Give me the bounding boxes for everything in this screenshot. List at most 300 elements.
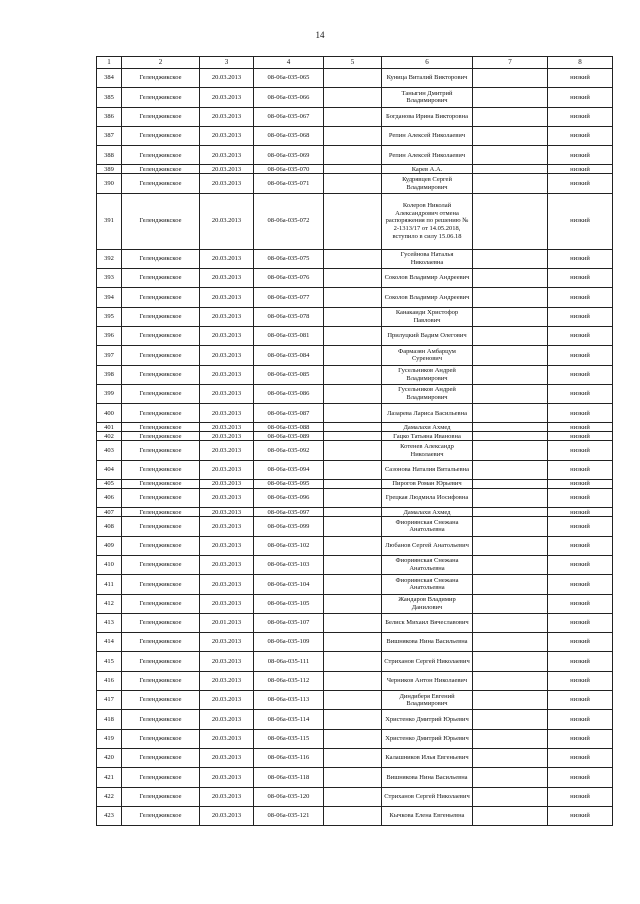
row-number-cell: 399 (97, 384, 122, 403)
table-row (97, 404, 613, 423)
row-number-cell: 409 (97, 536, 122, 555)
locality-cell: Геленджикское (122, 652, 200, 671)
row-number-cell: 412 (97, 594, 122, 613)
status-cell: низкий (548, 432, 613, 441)
status-cell: низкий (548, 365, 613, 384)
owner-cell: Вишнякова Нина Васильевна (382, 633, 473, 652)
empty-cell (324, 460, 382, 479)
row-number-cell: 395 (97, 307, 122, 326)
status-cell: низкий (548, 575, 613, 594)
empty-cell (473, 288, 548, 307)
empty-cell (324, 165, 382, 174)
status-cell: низкий (548, 107, 613, 126)
column-header: 6 (382, 57, 473, 69)
status-cell: низкий (548, 768, 613, 787)
empty-cell (473, 193, 548, 249)
registry-code-cell: 08-06а-035-072 (254, 193, 324, 249)
date-cell: 20.03.2013 (200, 633, 254, 652)
empty-cell (473, 806, 548, 825)
empty-cell (473, 489, 548, 508)
locality-cell: Геленджикское (122, 536, 200, 555)
registry-code-cell: 08-06а-035-067 (254, 107, 324, 126)
status-cell: низкий (548, 536, 613, 555)
registry-code-cell: 08-06а-035-081 (254, 326, 324, 345)
status-cell: низкий (548, 423, 613, 432)
empty-cell (473, 508, 548, 517)
locality-cell: Геленджикское (122, 432, 200, 441)
empty-cell (473, 594, 548, 613)
empty-cell (324, 748, 382, 767)
empty-cell (324, 107, 382, 126)
empty-cell (324, 288, 382, 307)
empty-cell (473, 307, 548, 326)
date-cell: 20.03.2013 (200, 404, 254, 423)
empty-cell (473, 346, 548, 365)
empty-cell (324, 652, 382, 671)
row-number-cell: 402 (97, 432, 122, 441)
locality-cell: Геленджикское (122, 517, 200, 536)
owner-cell: Прилуцкий Вадим Олегович (382, 326, 473, 345)
owner-cell: Соколов Владимир Андреевич (382, 288, 473, 307)
table-row (97, 594, 613, 613)
owner-cell: Кудрявцев Сергей Владимирович (382, 174, 473, 193)
table-row (97, 633, 613, 652)
owner-cell: Пирогов Роман Юрьевич (382, 480, 473, 489)
empty-cell (473, 652, 548, 671)
row-number-cell: 417 (97, 691, 122, 710)
table-row (97, 787, 613, 806)
registry-code-cell: 08-06а-035-089 (254, 432, 324, 441)
date-cell: 20.03.2013 (200, 174, 254, 193)
locality-cell: Геленджикское (122, 671, 200, 690)
table-row (97, 432, 613, 441)
locality-cell: Геленджикское (122, 404, 200, 423)
column-header: 7 (473, 57, 548, 69)
owner-cell: Гацко Татьяна Ивановна (382, 432, 473, 441)
owner-cell: Христенко Дмитрий Юрьевич (382, 710, 473, 729)
status-cell: низкий (548, 174, 613, 193)
empty-cell (473, 768, 548, 787)
date-cell: 20.03.2013 (200, 508, 254, 517)
empty-cell (324, 423, 382, 432)
locality-cell: Геленджикское (122, 768, 200, 787)
registry-code-cell: 08-06а-035-096 (254, 489, 324, 508)
registry-code-cell: 08-06а-035-105 (254, 594, 324, 613)
empty-cell (473, 174, 548, 193)
status-cell: низкий (548, 384, 613, 403)
locality-cell: Геленджикское (122, 249, 200, 268)
table-row (97, 126, 613, 145)
locality-cell: Геленджикское (122, 146, 200, 165)
date-cell: 20.03.2013 (200, 423, 254, 432)
table-row (97, 365, 613, 384)
table-row (97, 652, 613, 671)
date-cell: 20.03.2013 (200, 710, 254, 729)
locality-cell: Геленджикское (122, 633, 200, 652)
owner-cell: Кычкова Елена Евгеньевна (382, 806, 473, 825)
empty-cell (324, 441, 382, 460)
table-row (97, 107, 613, 126)
empty-cell (324, 729, 382, 748)
locality-cell: Геленджикское (122, 269, 200, 288)
locality-cell: Геленджикское (122, 480, 200, 489)
registry-code-cell: 08-06а-035-114 (254, 710, 324, 729)
empty-cell (473, 126, 548, 145)
empty-cell (324, 88, 382, 107)
empty-cell (473, 613, 548, 632)
owner-cell: Таныгин Дмитрий Владимирович (382, 88, 473, 107)
empty-cell (324, 806, 382, 825)
status-cell: низкий (548, 787, 613, 806)
owner-cell: Жандаров Владимир Данилович (382, 594, 473, 613)
owner-cell: Стриханов Сергей Николаевич (382, 652, 473, 671)
status-cell: низкий (548, 126, 613, 145)
empty-cell (473, 69, 548, 88)
locality-cell: Геленджикское (122, 69, 200, 88)
date-cell: 20.03.2013 (200, 249, 254, 268)
locality-cell: Геленджикское (122, 423, 200, 432)
empty-cell (324, 508, 382, 517)
row-number-cell: 400 (97, 404, 122, 423)
row-number-cell: 414 (97, 633, 122, 652)
table-row (97, 69, 613, 88)
registry-code-cell: 08-06а-035-107 (254, 613, 324, 632)
status-cell: низкий (548, 269, 613, 288)
row-number-cell: 419 (97, 729, 122, 748)
row-number-cell: 387 (97, 126, 122, 145)
row-number-cell: 413 (97, 613, 122, 632)
date-cell: 20.03.2013 (200, 460, 254, 479)
status-cell: низкий (548, 729, 613, 748)
registry-code-cell: 08-06а-035-111 (254, 652, 324, 671)
date-cell: 20.03.2013 (200, 671, 254, 690)
status-cell: низкий (548, 288, 613, 307)
empty-cell (473, 729, 548, 748)
locality-cell: Геленджикское (122, 748, 200, 767)
empty-cell (324, 346, 382, 365)
empty-cell (324, 193, 382, 249)
date-cell: 20.03.2013 (200, 288, 254, 307)
status-cell: низкий (548, 613, 613, 632)
registry-code-cell: 08-06а-035-092 (254, 441, 324, 460)
owner-cell: Репин Алексей Николаевич (382, 126, 473, 145)
registry-code-cell: 08-06а-035-104 (254, 575, 324, 594)
locality-cell: Геленджикское (122, 384, 200, 403)
table-row (97, 269, 613, 288)
status-cell: низкий (548, 441, 613, 460)
empty-cell (473, 787, 548, 806)
registry-code-cell: 08-06а-035-102 (254, 536, 324, 555)
owner-cell: Фиориянская Снежана Анатольевна (382, 555, 473, 574)
status-cell: низкий (548, 480, 613, 489)
date-cell: 20.03.2013 (200, 126, 254, 145)
status-cell: низкий (548, 307, 613, 326)
owner-cell: Фармазян Амбарцум Суренович (382, 346, 473, 365)
empty-cell (473, 88, 548, 107)
registry-code-cell: 08-06а-035-095 (254, 480, 324, 489)
date-cell: 20.03.2013 (200, 691, 254, 710)
owner-cell: Богданова Ирина Викторовна (382, 107, 473, 126)
row-number-cell: 408 (97, 517, 122, 536)
empty-cell (473, 326, 548, 345)
row-number-cell: 386 (97, 107, 122, 126)
table-row (97, 489, 613, 508)
row-number-cell: 407 (97, 508, 122, 517)
registry-code-cell: 08-06а-035-065 (254, 69, 324, 88)
row-number-cell: 388 (97, 146, 122, 165)
empty-cell (324, 249, 382, 268)
date-cell: 20.03.2013 (200, 346, 254, 365)
empty-cell (473, 365, 548, 384)
empty-cell (473, 441, 548, 460)
date-cell: 20.03.2013 (200, 165, 254, 174)
empty-cell (473, 146, 548, 165)
empty-cell (473, 432, 548, 441)
owner-cell: Христенко Дмитрий Юрьевич (382, 729, 473, 748)
locality-cell: Геленджикское (122, 126, 200, 145)
status-cell: низкий (548, 249, 613, 268)
registry-code-cell: 08-06а-035-070 (254, 165, 324, 174)
empty-cell (473, 536, 548, 555)
status-cell: низкий (548, 671, 613, 690)
owner-cell: Белиск Михаил Вячеславович (382, 613, 473, 632)
owner-cell: Лазарева Лариса Васильевна (382, 404, 473, 423)
locality-cell: Геленджикское (122, 710, 200, 729)
empty-cell (324, 384, 382, 403)
locality-cell: Геленджикское (122, 288, 200, 307)
date-cell: 20.03.2013 (200, 787, 254, 806)
owner-cell: Котенев Александр Николаевич (382, 441, 473, 460)
owner-cell: Фиориянская Снежана Анатольевна (382, 517, 473, 536)
status-cell: низкий (548, 193, 613, 249)
registry-code-cell: 08-06а-035-088 (254, 423, 324, 432)
status-cell: низкий (548, 594, 613, 613)
table-row (97, 423, 613, 432)
table-row (97, 536, 613, 555)
empty-cell (324, 671, 382, 690)
registry-code-cell: 08-06а-035-094 (254, 460, 324, 479)
table-row (97, 748, 613, 767)
registry-code-cell: 08-06а-035-115 (254, 729, 324, 748)
row-number-cell: 416 (97, 671, 122, 690)
status-cell: низкий (548, 517, 613, 536)
owner-cell: Соколов Владимир Андреевич (382, 269, 473, 288)
header-row (97, 57, 613, 69)
date-cell: 20.03.2013 (200, 365, 254, 384)
status-cell: низкий (548, 710, 613, 729)
empty-cell (324, 594, 382, 613)
registry-code-cell: 08-06а-035-113 (254, 691, 324, 710)
date-cell: 20.03.2013 (200, 432, 254, 441)
row-number-cell: 422 (97, 787, 122, 806)
empty-cell (324, 326, 382, 345)
empty-cell (324, 174, 382, 193)
table-row (97, 613, 613, 632)
owner-cell: Гусельников Андрей Владимирович (382, 384, 473, 403)
date-cell: 20.03.2013 (200, 441, 254, 460)
owner-cell: Вишнякова Нина Васильевна (382, 768, 473, 787)
status-cell: низкий (548, 489, 613, 508)
empty-cell (473, 480, 548, 489)
locality-cell: Геленджикское (122, 346, 200, 365)
date-cell: 20.03.2013 (200, 326, 254, 345)
row-number-cell: 418 (97, 710, 122, 729)
status-cell: низкий (548, 652, 613, 671)
locality-cell: Геленджикское (122, 365, 200, 384)
table-row (97, 508, 613, 517)
registry-code-cell: 08-06а-035-116 (254, 748, 324, 767)
empty-cell (473, 748, 548, 767)
row-number-cell: 397 (97, 346, 122, 365)
table-row (97, 768, 613, 787)
date-cell: 20.03.2013 (200, 652, 254, 671)
table-row (97, 710, 613, 729)
locality-cell: Геленджикское (122, 489, 200, 508)
locality-cell: Геленджикское (122, 165, 200, 174)
empty-cell (324, 69, 382, 88)
registry-code-cell: 08-06а-035-076 (254, 269, 324, 288)
date-cell: 20.03.2013 (200, 536, 254, 555)
date-cell: 20.03.2013 (200, 575, 254, 594)
table-row (97, 88, 613, 107)
table-row (97, 249, 613, 268)
locality-cell: Геленджикское (122, 555, 200, 574)
date-cell: 20.03.2013 (200, 555, 254, 574)
empty-cell (324, 536, 382, 555)
register-table (96, 56, 613, 826)
locality-cell: Геленджикское (122, 88, 200, 107)
page-number: 14 (315, 30, 325, 40)
empty-cell (473, 555, 548, 574)
owner-cell: Калашников Илья Евгеньевич (382, 748, 473, 767)
status-cell: низкий (548, 69, 613, 88)
row-number-cell: 390 (97, 174, 122, 193)
row-number-cell: 411 (97, 575, 122, 594)
empty-cell (473, 384, 548, 403)
row-number-cell: 384 (97, 69, 122, 88)
owner-cell: Грецкая Людмила Иосифовна (382, 489, 473, 508)
registry-code-cell: 08-06а-035-085 (254, 365, 324, 384)
empty-cell (324, 691, 382, 710)
locality-cell: Геленджикское (122, 787, 200, 806)
locality-cell: Геленджикское (122, 307, 200, 326)
column-header: 1 (97, 57, 122, 69)
empty-cell (324, 146, 382, 165)
table-row (97, 691, 613, 710)
status-cell: низкий (548, 691, 613, 710)
empty-cell (324, 307, 382, 326)
empty-cell (324, 613, 382, 632)
empty-cell (324, 480, 382, 489)
owner-cell: Дамалахи Ахмед (382, 423, 473, 432)
empty-cell (324, 517, 382, 536)
date-cell: 20.01.2013 (200, 613, 254, 632)
column-header: 2 (122, 57, 200, 69)
empty-cell (324, 126, 382, 145)
registry-code-cell: 08-06а-035-112 (254, 671, 324, 690)
registry-code-cell: 08-06а-035-121 (254, 806, 324, 825)
row-number-cell: 406 (97, 489, 122, 508)
locality-cell: Геленджикское (122, 441, 200, 460)
owner-cell: Сазонова Наталия Витальевна (382, 460, 473, 479)
date-cell: 20.03.2013 (200, 489, 254, 508)
registry-code-cell: 08-06а-035-097 (254, 508, 324, 517)
empty-cell (324, 633, 382, 652)
owner-cell: Канакаиди Христофор Павлович (382, 307, 473, 326)
date-cell: 20.03.2013 (200, 729, 254, 748)
date-cell: 20.03.2013 (200, 768, 254, 787)
registry-code-cell: 08-06а-035-099 (254, 517, 324, 536)
row-number-cell: 423 (97, 806, 122, 825)
status-cell: низкий (548, 404, 613, 423)
locality-cell: Геленджикское (122, 193, 200, 249)
empty-cell (324, 432, 382, 441)
empty-cell (324, 269, 382, 288)
owner-cell: Диндиберя Евгений Владимирович (382, 691, 473, 710)
row-number-cell: 410 (97, 555, 122, 574)
row-number-cell: 393 (97, 269, 122, 288)
locality-cell: Геленджикское (122, 107, 200, 126)
row-number-cell: 401 (97, 423, 122, 432)
table-body (97, 69, 613, 826)
registry-code-cell: 08-06а-035-066 (254, 88, 324, 107)
status-cell: низкий (548, 748, 613, 767)
table-row (97, 460, 613, 479)
owner-cell: Куница Виталий Викторович (382, 69, 473, 88)
registry-code-cell: 08-06а-035-109 (254, 633, 324, 652)
registry-code-cell: 08-06а-035-084 (254, 346, 324, 365)
owner-cell: Гусельников Андрей Владимирович (382, 365, 473, 384)
locality-cell: Геленджикское (122, 691, 200, 710)
row-number-cell: 398 (97, 365, 122, 384)
date-cell: 20.03.2013 (200, 806, 254, 825)
empty-cell (473, 691, 548, 710)
empty-cell (324, 575, 382, 594)
locality-cell: Геленджикское (122, 326, 200, 345)
empty-cell (324, 404, 382, 423)
registry-code-cell: 08-06а-035-071 (254, 174, 324, 193)
status-cell: низкий (548, 88, 613, 107)
status-cell: низкий (548, 326, 613, 345)
table-row (97, 671, 613, 690)
row-number-cell: 389 (97, 165, 122, 174)
empty-cell (473, 575, 548, 594)
registry-code-cell: 08-06а-035-086 (254, 384, 324, 403)
empty-cell (473, 269, 548, 288)
row-number-cell: 392 (97, 249, 122, 268)
table-row (97, 806, 613, 825)
empty-cell (473, 165, 548, 174)
empty-cell (324, 365, 382, 384)
column-header: 4 (254, 57, 324, 69)
table-row (97, 729, 613, 748)
locality-cell: Геленджикское (122, 729, 200, 748)
owner-cell: Карев А.А. (382, 165, 473, 174)
table-row (97, 555, 613, 574)
table-row (97, 326, 613, 345)
date-cell: 20.03.2013 (200, 517, 254, 536)
registry-code-cell: 08-06а-035-120 (254, 787, 324, 806)
status-cell: низкий (548, 806, 613, 825)
locality-cell: Геленджикское (122, 174, 200, 193)
locality-cell: Геленджикское (122, 508, 200, 517)
owner-cell: Фиориянская Снежана Анатольевна (382, 575, 473, 594)
empty-cell (473, 710, 548, 729)
status-cell: низкий (548, 346, 613, 365)
row-number-cell: 404 (97, 460, 122, 479)
table-row (97, 146, 613, 165)
empty-cell (473, 671, 548, 690)
